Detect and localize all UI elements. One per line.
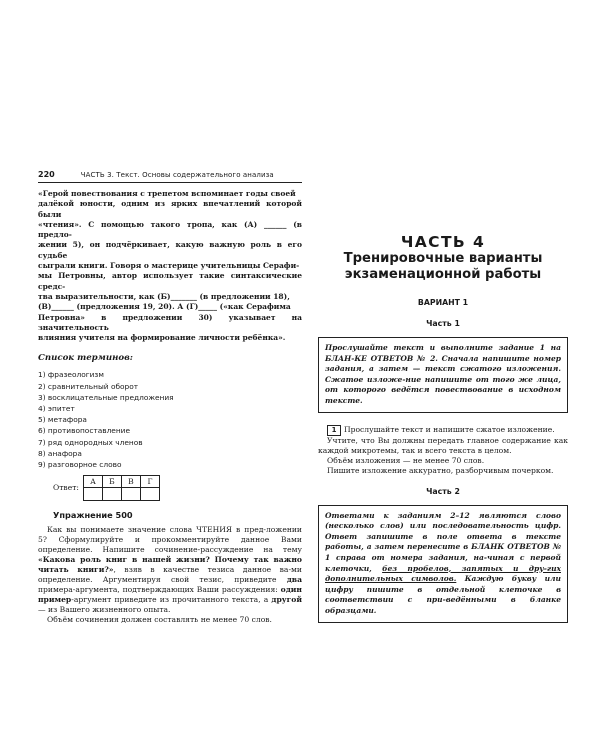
running-header-title: ЧАСТЬ 3. Текст. Основы содержательного анализа: [80, 171, 274, 179]
task-block: [318, 425, 568, 476]
quote-line: жении 5), он подчёркивает, какую важную роль в его судьбе: [38, 240, 302, 260]
part-title: ЧАСТЬ 4: [400, 233, 486, 251]
task-line: Учтите, что Вы должны передать главное содержание как каждой микротемы, так и всего текста в целом.: [318, 435, 568, 455]
task-line: [318, 425, 568, 436]
term-item: 2) сравнительный оборот: [38, 381, 139, 391]
text-run: Как вы понимаете значение слова ЧТЕНИЯ в пред-ложении 5? Сформулируйте и прокомментируйте данное Вами определение. Напишите сочинение-рассуждение на тему: [38, 525, 302, 555]
quote-line: мы Петровны, автор использует такие синтаксические средс-: [38, 271, 302, 291]
quote-line: «чтения». С помощью такого тропа, как (А) ______ (в предло-: [38, 219, 302, 240]
section-title: Часть 1: [426, 319, 460, 328]
part-subtitle-line: Тренировочные варианты: [343, 251, 543, 266]
text-run: , взяв в качестве тезиса данное ва-ми определение. Аргументируя свой тезис, приведите: [38, 565, 302, 585]
quote-line: (В)______ (предложения 19, 20). А (Г)_____ («как Серафима: [38, 302, 291, 312]
exercise-paragraph: [38, 525, 302, 615]
quote-line: Петровна» в предложении 30) указывает на значительность: [38, 312, 302, 332]
text-run: примера-аргумента, подтверждающих Ваши рассуждения:: [38, 585, 281, 595]
answer-cell[interactable]: [83, 488, 102, 501]
answer-grid: [53, 475, 302, 501]
bold-run: другой: [271, 595, 302, 605]
bold-run: «Какова роль книг в нашей жизни? Почему так важно читать книги?»: [38, 555, 302, 575]
quote-line: «Герой повествования с трепетом вспоминает годы своей: [38, 189, 296, 198]
terms-title: Список терминов:: [38, 353, 133, 364]
text-run: -аргумент приведите из прочитанного текста, а: [71, 595, 272, 605]
term-item: 1) фразеологизм: [38, 370, 104, 380]
variant-title: ВАРИАНТ 1: [417, 298, 469, 307]
answer-cell[interactable]: [140, 488, 159, 501]
term-item: 3) восклицательные предложения: [38, 392, 174, 402]
instruction-box: [318, 505, 568, 623]
term-item: 9) разговорное слово: [38, 460, 122, 470]
quote-line: далёкой юности, одним из ярких впечатлений которой были: [38, 199, 302, 219]
task-line: Объём изложения — не менее 70 слов.: [327, 455, 485, 465]
text-run: Ответами к заданиям 2–12 являются слово (несколько слов) или последовательность цифр. Ответ запишите в поле ответа в тексте работы, а затем перенесите в БЛАНК ОТВЕТОВ № 1 справа от номера задания, на-чиная с первой клеточки,: [325, 510, 561, 573]
answer-label: Ответ:: [53, 483, 79, 493]
bold-run: два: [286, 575, 302, 585]
instruction-box: Прослушайте текст и выполните задание 1 на БЛАН-КЕ ОТВЕТОВ № 2. Сначала напишите номер задания, а затем — текст сжатого изложения. Сжатое изложе-ние напишите от того же лица, от которого ведётся повествование в исходном тексте.: [318, 337, 568, 413]
term-item: 8) анафора: [38, 448, 82, 458]
quote-line: сыграли книги. Говоря о мастерице учительницы Серафи-: [38, 261, 300, 271]
text-run: — из Вашего жизненного опыта.: [38, 605, 171, 615]
text-run: Каждую букву или цифру пишите в отдельной клеточке в соответствии с при-ведёнными в бланке образцами.: [325, 574, 561, 615]
quote-line: тва выразительности, как (Б)_______ (в предложении 18),: [38, 291, 290, 301]
exercise-body: [38, 525, 302, 625]
running-header: [38, 170, 302, 183]
bold-run: один пример: [38, 585, 302, 605]
answer-table: [83, 475, 160, 501]
answer-col-header: В: [121, 476, 140, 488]
right-page: [318, 170, 568, 623]
term-item: 6) противопоставление: [38, 426, 131, 436]
task-line: Пишите изложение аккуратно, разборчивым почерком.: [327, 465, 554, 475]
answer-col-header: Б: [102, 476, 121, 488]
task-number-badge: 1: [327, 425, 341, 436]
answer-col-header: А: [83, 476, 102, 488]
answer-cell[interactable]: [102, 488, 121, 501]
left-page: [38, 170, 302, 625]
term-item: 4) эпитет: [38, 404, 75, 414]
term-item: 5) метафора: [38, 415, 87, 425]
exercise-title: Упражнение 500: [53, 510, 133, 521]
answer-col-header: Г: [140, 476, 159, 488]
terms-list: [38, 369, 302, 470]
underlined-run: без пробелов, запятых и дру-гих дополнительных символов.: [325, 563, 561, 584]
section-title: Часть 2: [426, 486, 460, 496]
page-number: 220: [38, 170, 55, 179]
part-subtitle: [318, 251, 568, 283]
part-subtitle-line: экзаменационной работы: [344, 267, 542, 282]
task-text: Прослушайте текст и напишите сжатое изложение.: [344, 424, 555, 434]
answer-cell[interactable]: [121, 488, 140, 501]
exercise-paragraph: Объём сочинения должен составлять не менее 70 слов.: [47, 615, 272, 625]
quote-passage: [38, 189, 302, 343]
quote-line: влияния учителя на формирование личности ребёнка».: [38, 333, 286, 343]
term-item: 7) ряд однородных членов: [38, 437, 143, 447]
